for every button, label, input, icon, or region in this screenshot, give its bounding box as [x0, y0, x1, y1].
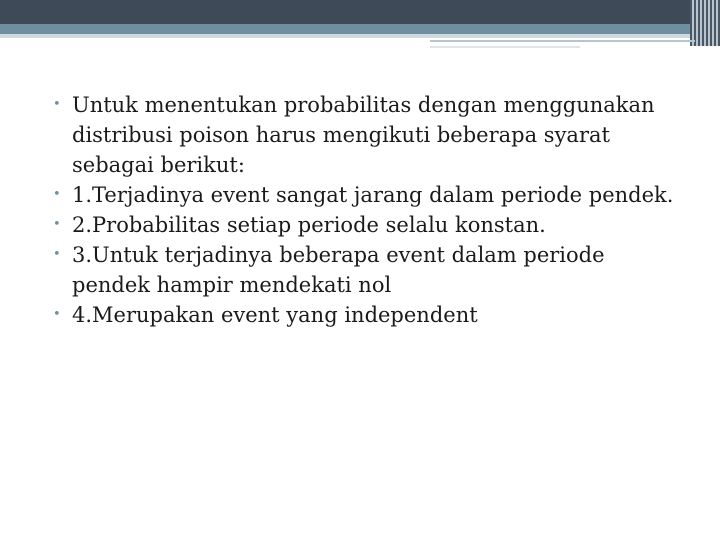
bullet-item — [52, 210, 682, 240]
bullet-icon: • — [53, 247, 61, 262]
bullet-item — [52, 300, 682, 330]
accent-line — [430, 40, 695, 42]
bullet-text: 1.Terjadinya event sangat jarang dalam periode pendek. — [72, 183, 674, 207]
bullet-text: Untuk menentukan probabilitas dengan menggunakan distribusi poison harus mengikuti beberapa syarat sebagai berikut: — [72, 93, 655, 177]
bullet-text: 3.Untuk terjadinya beberapa event dalam periode pendek hampir mendekati nol — [72, 243, 605, 297]
bullet-text: 4.Merupakan event yang independent — [72, 303, 478, 327]
header-light-band — [0, 34, 720, 38]
accent-line-short — [430, 46, 580, 48]
bullet-text: 2.Probabilitas setiap periode selalu konstan. — [72, 213, 546, 237]
bullet-item — [52, 180, 682, 210]
header-accent-band — [0, 24, 720, 34]
bullet-icon: • — [53, 217, 61, 232]
slide-body — [52, 90, 682, 330]
header-band — [0, 0, 720, 24]
bullet-item — [52, 240, 682, 300]
bullet-item — [52, 90, 682, 180]
bullet-icon: • — [53, 97, 61, 112]
bullet-icon: • — [53, 187, 61, 202]
bullet-icon: • — [53, 307, 61, 322]
bullet-list — [52, 90, 682, 330]
